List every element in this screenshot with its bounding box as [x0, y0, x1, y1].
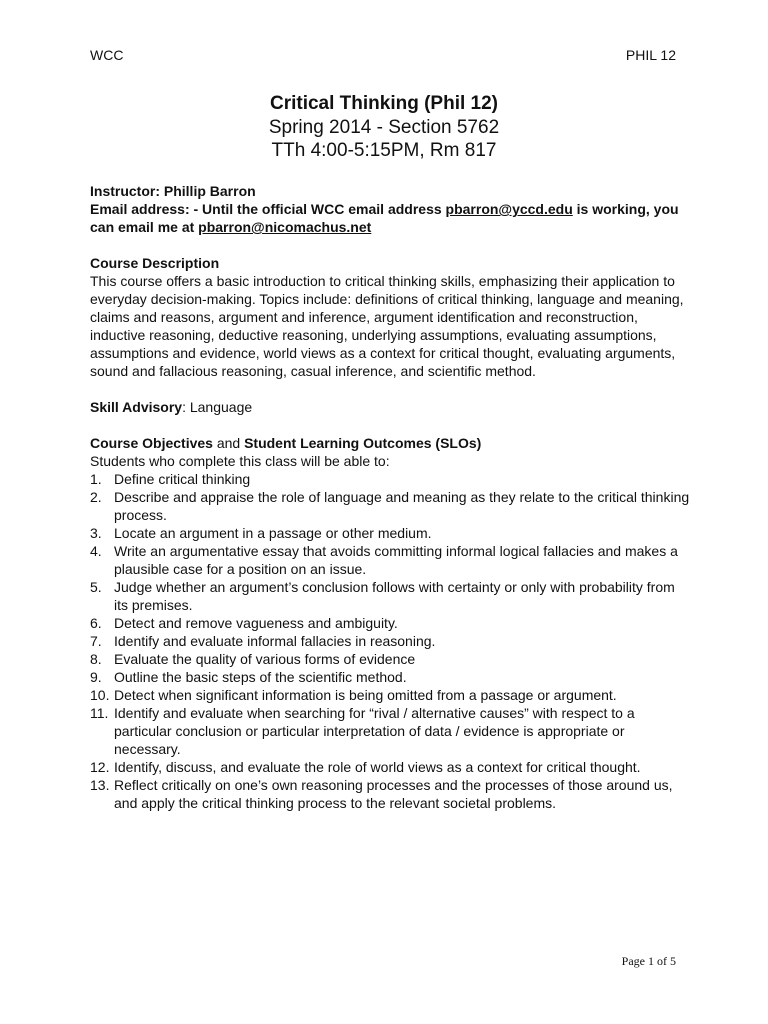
list-item — [90, 650, 690, 668]
list-item-number: 6. — [90, 615, 102, 631]
list-item — [90, 524, 690, 542]
list-item-text: Identify and evaluate when searching for “rival / alternative causes” with respect to a particular conclusion or particular interpretation of data / evidence is appropriate or necessary. — [114, 705, 635, 757]
list-item-number: 8. — [90, 651, 102, 667]
list-item-text: Identify, discuss, and evaluate the role of world views as a context for critical thought. — [114, 759, 641, 775]
list-item — [90, 470, 690, 488]
email-line — [90, 200, 690, 236]
objectives-heading-b: Student Learning Outcomes (SLOs) — [244, 435, 482, 451]
list-item — [90, 776, 690, 812]
list-item-text: Identify and evaluate informal fallacies in reasoning. — [114, 633, 436, 649]
list-item-text: Evaluate the quality of various forms of evidence — [114, 651, 416, 667]
list-item-text: Describe and appraise the role of language and meaning as they relate to the critical thinking process. — [114, 489, 690, 523]
course-description-heading: Course Description — [90, 255, 220, 271]
skill-advisory-value: : Language — [182, 399, 253, 415]
list-item — [90, 488, 690, 524]
page-number: Page 1 of 5 — [621, 954, 676, 968]
list-item-text: Write an argumentative essay that avoids committing informal logical fallacies and makes a plausible case for a position on an issue. — [114, 543, 678, 577]
list-item-text: Judge whether an argument’s conclusion follows with certainty or only with probability from its premises. — [114, 579, 675, 613]
list-item-number: 9. — [90, 669, 102, 685]
objectives-intro: Students who complete this class will be able to: — [90, 453, 390, 469]
list-item-number: 10. — [90, 687, 110, 703]
objectives-heading — [90, 434, 690, 452]
header-institution: WCC — [90, 47, 124, 63]
alternate-email-link[interactable]: pbarron@nicomachus.net — [198, 219, 372, 235]
list-item — [90, 704, 690, 758]
title-block — [0, 92, 768, 162]
objectives-heading-a: Course Objectives — [90, 435, 213, 451]
list-item-text: Reflect critically on one’s own reasoning processes and the processes of those around us, and apply the critical thinking process to the relevant societal problems. — [114, 777, 673, 811]
list-item — [90, 632, 690, 650]
objectives-heading-and: and — [212, 435, 245, 451]
list-item — [90, 578, 690, 614]
meeting-time: TTh 4:00-5:15PM, Rm 817 — [271, 140, 497, 161]
skill-advisory-label: Skill Advisory — [90, 399, 183, 415]
list-item-number: 2. — [90, 489, 102, 505]
list-item-text: Define critical thinking — [114, 471, 251, 487]
list-item — [90, 686, 690, 704]
list-item-text: Detect when significant information is being omitted from a passage or argument. — [114, 687, 617, 703]
list-item-text: Detect and remove vagueness and ambiguity. — [114, 615, 398, 631]
official-email-link[interactable]: pbarron@yccd.edu — [445, 201, 573, 217]
list-item-text: Outline the basic steps of the scientific method. — [114, 669, 407, 685]
list-item-number: 4. — [90, 543, 102, 559]
syllabus-body — [90, 182, 690, 812]
email-prefix: Email address: - Until the official WCC email address — [90, 201, 446, 217]
list-item-number: 3. — [90, 525, 102, 541]
course-title: Critical Thinking (Phil 12) — [269, 93, 499, 114]
list-item — [90, 614, 690, 632]
instructor-line: Instructor: Phillip Barron — [90, 183, 256, 199]
list-item-text: Locate an argument in a passage or other medium. — [114, 525, 432, 541]
list-item — [90, 668, 690, 686]
list-item-number: 1. — [90, 471, 102, 487]
list-item-number: 7. — [90, 633, 102, 649]
skill-advisory-line — [90, 398, 690, 416]
email-middle: is working, you can email me at — [90, 201, 679, 235]
term-section: Spring 2014 - Section 5762 — [268, 117, 500, 138]
list-item-number: 12. — [90, 759, 110, 775]
header-course-code: PHIL 12 — [625, 47, 676, 63]
course-description-text: This course offers a basic introduction to critical thinking skills, emphasizing their application to everyday decision-making. Topics include: definitions of critical thinking, language and meaning, claims and reasons, argument and inference, argument identification and reconstruction, inductive reasoning, deductive reasoning, underlying assumptions, evaluating assumptions, assumptions and evidence, world views as a context for critical thought, evaluating arguments, sound and fallacious reasoning, casual inference, and scientific method. — [90, 273, 684, 379]
list-item — [90, 758, 690, 776]
list-item — [90, 542, 690, 578]
objectives-list — [90, 470, 690, 812]
list-item-number: 11. — [90, 705, 109, 721]
list-item-number: 5. — [90, 579, 102, 595]
list-item-number: 13. — [90, 777, 110, 793]
